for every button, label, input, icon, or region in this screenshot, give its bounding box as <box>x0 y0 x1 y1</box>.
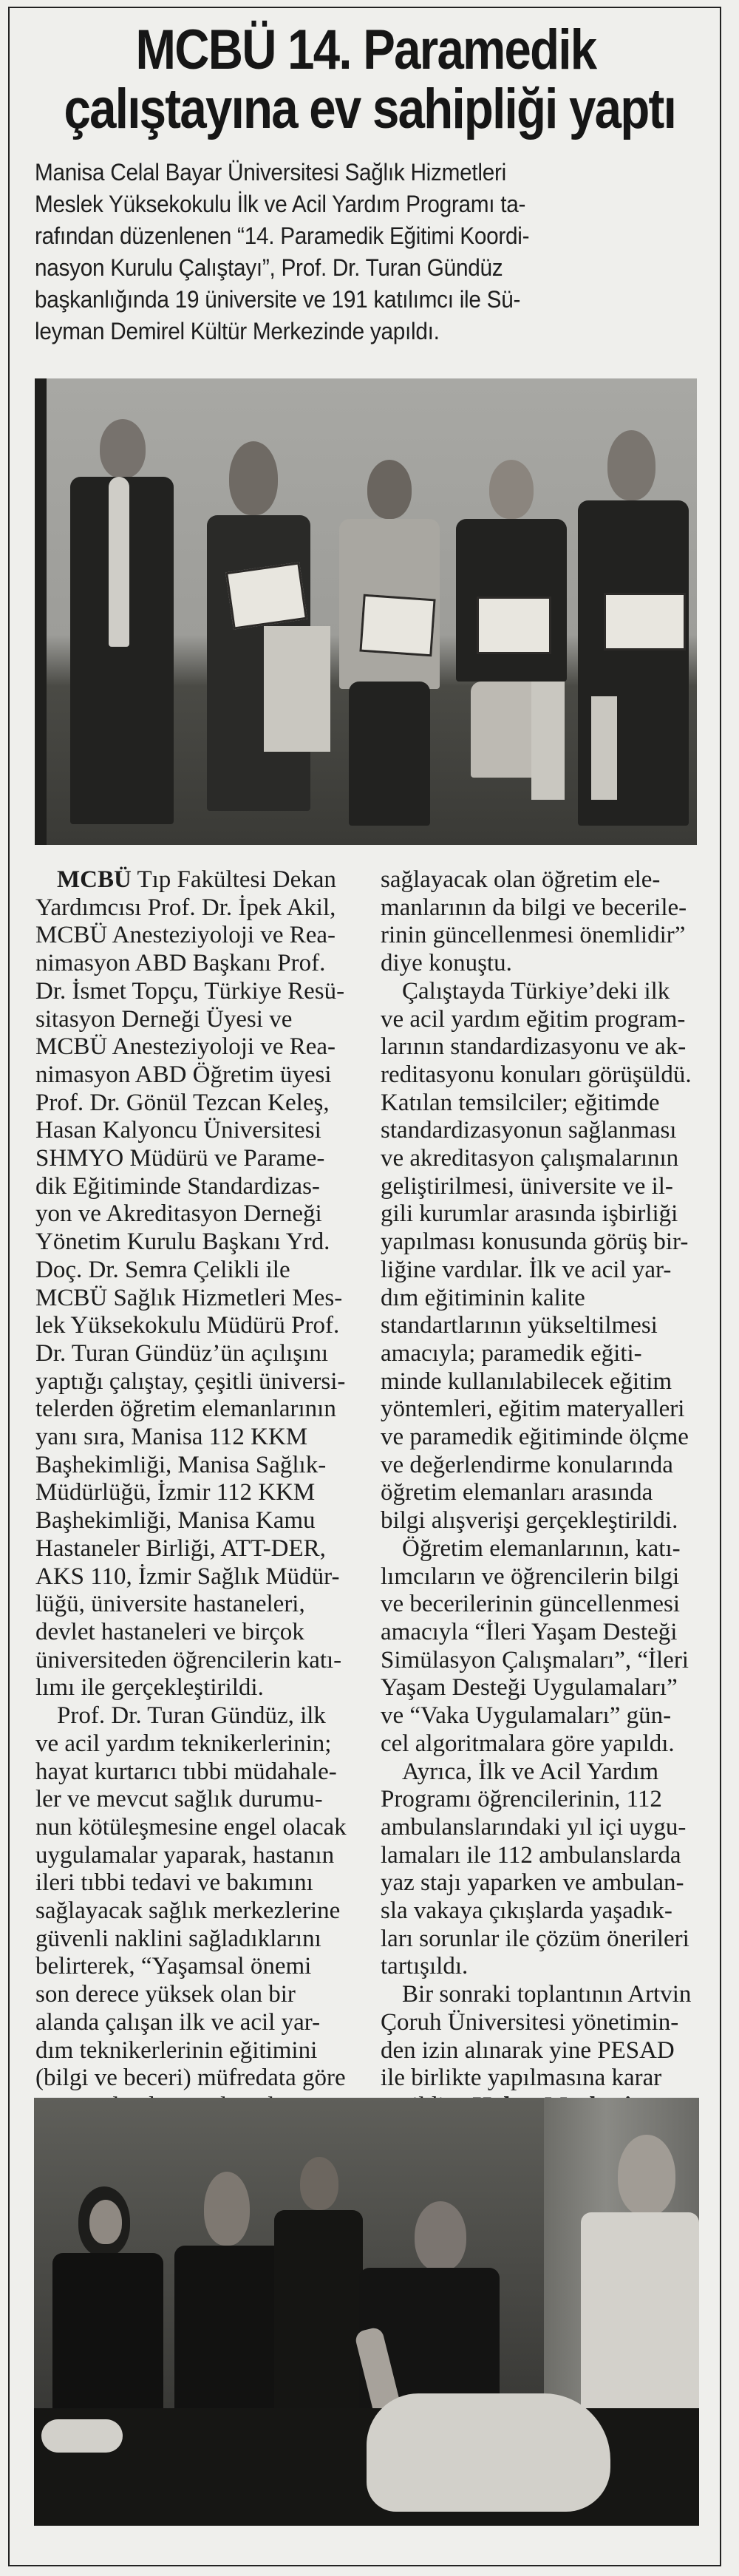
intro-line: Manisa Celal Bayar Üniversitesi Sağlık Hizmetleri <box>35 159 506 186</box>
body-line: Hastaneler Birliği, ATT-DER, <box>35 1535 326 1562</box>
body-line: ve “Vaka Uygulamaları” gün- <box>381 1702 672 1730</box>
body-line: ve paramedik eğitiminde ölçme <box>381 1424 689 1451</box>
photo-person <box>194 441 327 826</box>
body-line: ambulanslarındaki yıl içi uygu- <box>381 1813 687 1841</box>
body-line: yapılması konusunda görüş bir- <box>381 1228 689 1256</box>
body-line: SHMYO Müdürü ve Parame- <box>35 1145 325 1172</box>
photo-award-ceremony <box>35 378 697 845</box>
body-line: ve becerilerinin güncellenmesi <box>381 1591 680 1618</box>
body-line: Başhekimliği, Manisa Kamu <box>35 1507 316 1535</box>
article-column-right <box>381 866 706 2121</box>
body-line: ile birlikte yapılmasına karar <box>381 2064 662 2092</box>
body-line: liğine vardılar. İlk ve acil yar- <box>381 1256 672 1283</box>
body-line: lımı ile gerçekleştirildi. <box>35 1674 264 1702</box>
body-line: Çoruh Üniversitesi yönetimin- <box>381 2008 679 2036</box>
body-line: manlarının da bilgi ve becerile- <box>381 894 687 921</box>
body-line: AKS 110, İzmir Sağlık Müdür- <box>35 1563 340 1590</box>
body-line: lüğü, üniversite hastaneleri, <box>35 1591 305 1618</box>
body-line: amacıyla; paramedik eğiti- <box>381 1339 642 1367</box>
body-line: rinin güncellenmesi önemlidir” <box>381 922 686 949</box>
photo-cpr-training <box>34 2098 699 2526</box>
body-line: nimasyon ABD Başkanı Prof. <box>35 950 326 977</box>
body-line: diye konuştu. <box>381 950 512 977</box>
body-line: Doç. Dr. Semra Çelikli ile <box>35 1256 290 1283</box>
body-line: tartışıldı. <box>381 1953 469 1980</box>
intro-paragraph <box>35 157 700 347</box>
body-line: minde kullanılabilecek eğitim <box>381 1367 672 1395</box>
body-line: Çalıştayda Türkiye’deki ilk <box>402 977 670 1005</box>
body-line: Yaşam Desteği Uygulamaları” <box>381 1674 678 1702</box>
photo-manikin <box>367 2393 610 2512</box>
body-line: yaptığı çalıştay, çeşitli üniversi- <box>35 1367 346 1395</box>
body-line: Programı öğrencilerinin, 112 <box>381 1786 662 1813</box>
body-line: amacıyla “İleri Yaşam Desteği <box>381 1618 678 1645</box>
body-line: (bilgi ve beceri) müfredata göre <box>35 2064 346 2092</box>
body-line: Hasan Kalyoncu Üniversitesi <box>35 1117 321 1144</box>
body-line: devlet hastaneleri ve birçok <box>35 1618 304 1645</box>
body-line: Bir sonraki toplantının Artvin <box>402 1981 692 2008</box>
body-line: ları sorunlar ile çözüm önerileri <box>381 1925 689 1952</box>
intro-line: rafından düzenlenen “14. Paramedik Eğitimi Koordi- <box>35 222 530 249</box>
body-line: hayat kurtarıcı tıbbi müdahale- <box>35 1758 337 1785</box>
body-line: Öğretim elemanlarının, katı- <box>402 1535 681 1562</box>
body-line: ve acil yardım eğitim program- <box>381 1005 686 1033</box>
body-line: geliştirilmesi, üniversite ve il- <box>381 1172 673 1200</box>
body-line: telerden öğretim elemanlarının <box>35 1396 336 1423</box>
body-line: lımcıların ve öğrencilerin bilgi <box>381 1563 680 1590</box>
body-line: öğretim elemanları arasında <box>381 1479 653 1506</box>
body-line: Prof. Dr. Turan Gündüz, ilk <box>57 1702 326 1730</box>
headline <box>64 18 676 140</box>
body-line: ileri tıbbi tedavi ve bakımını <box>35 1869 313 1897</box>
photo-person <box>57 419 190 833</box>
headline-line-2: çalıştayına ev sahipliği yaptı <box>64 78 676 140</box>
body-line: sağlayacak olan öğretim ele- <box>381 866 661 893</box>
body-line: den izin alınarak yine PESAD <box>381 2036 675 2064</box>
body-line: lek Yüksekokulu Müdürü Prof. <box>35 1312 340 1339</box>
body-line: reditasyonu konuları görüşüldü. <box>381 1061 692 1088</box>
intro-line: Meslek Yüksekokulu İlk ve Acil Yardım Programı ta- <box>35 191 526 217</box>
body-line: MCBÜ Anesteziyoloji ve Rea- <box>35 922 336 949</box>
body-line: Başhekimliği, Manisa Sağlık- <box>35 1451 327 1478</box>
lead-bold: MCBÜ <box>57 866 132 893</box>
photo-wall-edge <box>35 378 47 845</box>
body-line: güvenli naklini sağladıklarını <box>35 1925 321 1952</box>
body-line: Yardımcısı Prof. Dr. İpek Akil, <box>35 894 336 921</box>
body-line: ve acil yardım teknikerlerinin; <box>35 1730 332 1757</box>
body-line: MCBÜ Anesteziyoloji ve Rea- <box>35 1033 336 1061</box>
body-line: yöntemleri, eğitim materyalleri <box>381 1396 685 1423</box>
body-line: sla vakaya çıkışlarda yaşadık- <box>381 1897 672 1925</box>
body-line: ve değerlendirme konularında <box>381 1451 673 1478</box>
body-line: bilgi alışverişi gerçekleştirildi. <box>381 1507 678 1535</box>
body-line: son derece yüksek olan bir <box>35 1981 296 2008</box>
body-line: dım eğitiminin kalite <box>381 1284 585 1311</box>
body-line: nimasyon ABD Öğretim üyesi <box>35 1061 332 1088</box>
body-line: Ayrıca, İlk ve Acil Yardım <box>402 1758 659 1785</box>
body-line: nun kötüleşmesine engel olacak <box>35 1813 347 1841</box>
body-line: larının standardizasyonu ve ak- <box>381 1033 687 1061</box>
body-line: Simülasyon Çalışmaları”, “İleri <box>381 1646 689 1673</box>
body-line: ve akreditasyon çalışmalarının <box>381 1145 679 1172</box>
body-line: belirterek, “Yaşamsal önemi <box>35 1953 312 1980</box>
body-line: Müdürlüğü, İzmir 112 KKM <box>35 1479 316 1506</box>
photo-manikin-arm <box>41 2419 123 2453</box>
body-line: Katılan temsilciler; eğitimde <box>381 1089 660 1116</box>
body-line: sağlayacak sağlık merkezlerine <box>35 1897 341 1925</box>
body-line: gili kurumlar arasında işbirliği <box>381 1200 678 1228</box>
photo-person <box>571 430 696 829</box>
body-line: ler ve mevcut sağlık durumu- <box>35 1786 323 1813</box>
intro-line: nasyon Kurulu Çalıştayı”, Prof. Dr. Turan Gündüz <box>35 254 503 281</box>
body-line: sitasyon Derneği Üyesi ve <box>35 1005 293 1033</box>
body-line: Prof. Dr. Gönül Tezcan Keleş, <box>35 1089 330 1116</box>
body-line: MCBÜ Sağlık Hizmetleri Mes- <box>35 1284 343 1311</box>
body-line: dım teknikerlerinin eğitimini <box>35 2036 318 2064</box>
body-line: Yönetim Kurulu Başkanı Yrd. <box>35 1228 330 1256</box>
body-line: cel algoritmalara göre yapıldı. <box>381 1730 675 1757</box>
body-line: yanı sıra, Manisa 112 KKM <box>35 1424 308 1451</box>
body-line: dik Eğitiminde Standardizas- <box>35 1172 320 1200</box>
photo-person <box>330 460 449 829</box>
body-line: uygulamalar yaparak, hastanın <box>35 1841 335 1869</box>
body-line: alanda çalışan ilk ve acil yar- <box>35 2008 321 2036</box>
intro-line: başkanlığında 19 üniversite ve 191 katılımcı ile Sü- <box>35 286 521 313</box>
body-line: yon ve Akreditasyon Derneği <box>35 1200 322 1228</box>
body-line: yaz stajı yaparken ve ambulan- <box>381 1869 684 1897</box>
body-line: Dr. İsmet Topçu, Türkiye Resü- <box>35 977 345 1005</box>
photo-person <box>449 460 574 829</box>
body-line: üniversiteden öğrencilerin katı- <box>35 1646 342 1673</box>
body-line: lamaları ile 112 ambulanslarda <box>381 1841 681 1869</box>
body-line: standardizasyonun sağlanması <box>381 1117 677 1144</box>
body-line: Dr. Turan Gündüz’ün açılışını <box>35 1339 328 1367</box>
body-line: standartlarının yükseltilmesi <box>381 1312 658 1339</box>
article-column-left <box>35 866 353 2121</box>
body-line: MCBÜ Tıp Fakültesi Dekan <box>57 866 336 893</box>
headline-line-1: MCBÜ 14. Paramedik <box>135 18 596 81</box>
intro-line: leyman Demirel Kültür Merkezinde yapıldı. <box>35 318 440 344</box>
